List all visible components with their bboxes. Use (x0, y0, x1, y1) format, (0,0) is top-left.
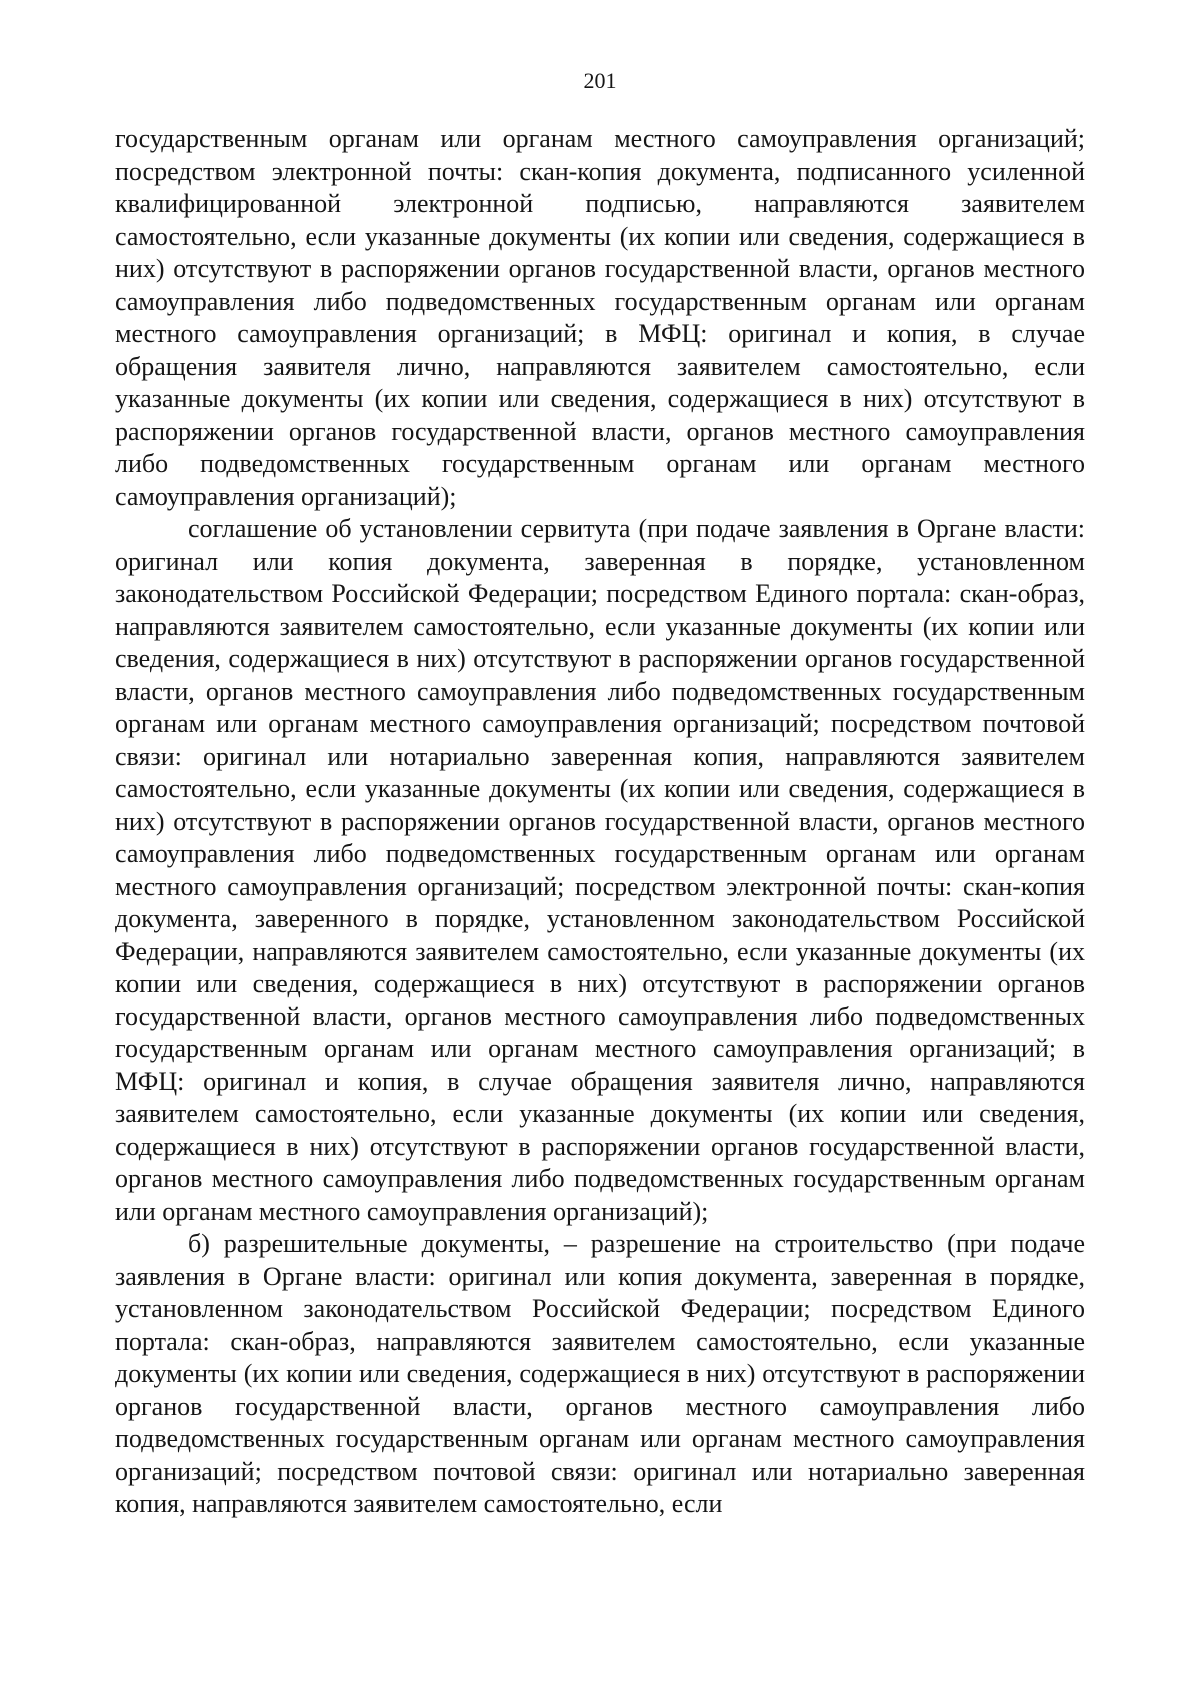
paragraph-permit-documents: б) разрешительные документы, – разрешение на строительство (при подаче заявления в Органе власти: оригинал или копия документа, заверенная в порядке, установленном законодательством Российской Федерации; посредством Единого портала: скан-образ, направляются заявителем самостоятельно, если указанные документы (их копии или сведения, содержащиеся в них) отсутствуют в распоряжении органов государственной власти, органов местного самоуправления либо подведомственных государственным органам или органам местного самоуправления организаций; посредством почтовой связи: оригинал или нотариально заверенная копия, направляются заявителем самостоятельно, если (115, 1229, 1085, 1518)
page-number: 201 (583, 68, 617, 93)
paragraph-continuation: государственным органам или органам местного самоуправления организаций; посредством электронной почты: скан-копия документа, подписанного усиленной квалифицированной электронной подписью, направляются заявителем самостоятельно, если указанные документы (их копии или сведения, содержащиеся в них) отсутствуют в распоряжении органов государственной власти, органов местного самоуправления либо подведомственных государственным органам или органам местного самоуправления организаций; в МФЦ: оригинал и копия, в случае обращения заявителя лично, направляются заявителем самостоятельно, если указанные документы (их копии или сведения, содержащиеся в них) отсутствуют в распоряжении органов государственной власти, органов местного самоуправления либо подведомственных государственным органам или органам местного самоуправления организаций); (115, 124, 1085, 511)
paragraph-servitude-agreement: соглашение об установлении сервитута (при подаче заявления в Органе власти: оригинал или копия документа, заверенная в порядке, установленном законодательством Российской Федерации; посредством Единого портала: скан-образ, направляются заявителем самостоятельно, если указанные документы (их копии или сведения, содержащиеся в них) отсутствуют в распоряжении органов государственной власти, органов местного самоуправления либо подведомственных государственным органам или органам местного самоуправления организаций; посредством почтовой связи: оригинал или нотариально заверенная копия, направляются заявителем самостоятельно, если указанные документы (их копии или сведения, содержащиеся в них) отсутствуют в распоряжении органов государственной власти, органов местного самоуправления либо подведомственных государственным органам или органам местного самоуправления организаций; посредством электронной почты: скан-копия документа, заверенного в порядке, установленном законодательством Российской Федерации, направляются заявителем самостоятельно, если указанные документы (их копии или сведения, содержащиеся в них) отсутствуют в распоряжении органов государственной власти, органов местного самоуправления либо подведомственных государственным органам или органам местного самоуправления организаций; в МФЦ: оригинал и копия, в случае обращения заявителя лично, направляются заявителем самостоятельно, если указанные документы (их копии или сведения, содержащиеся в них) отсутствуют в распоряжении органов государственной власти, органов местного самоуправления либо подведомственных государственным органам или органам местного самоуправления организаций); (115, 514, 1085, 1226)
document-body (115, 123, 1085, 1521)
